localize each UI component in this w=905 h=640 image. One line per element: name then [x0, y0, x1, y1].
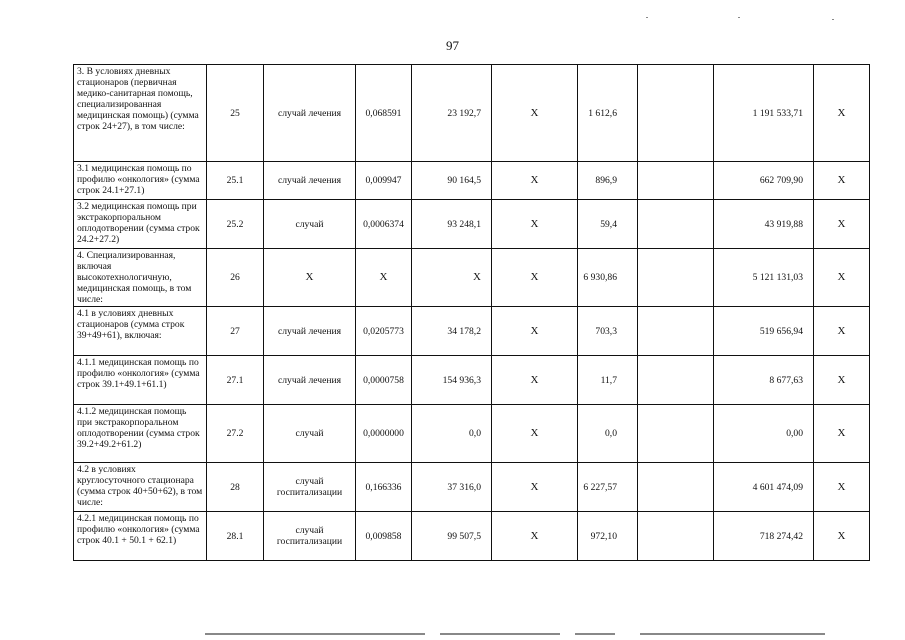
table-body	[74, 65, 870, 561]
cell-unit: случай лечения	[264, 307, 356, 356]
cell-volume-norm: 0,0000758	[356, 356, 412, 405]
cell-name: 3.1 медицинская помощь по профилю «онкология» (сумма строк 24.1+27.1)	[74, 162, 207, 200]
cell-total: 519 656,94	[714, 307, 814, 356]
cell-name: 4.2 в условиях круглосуточного стационара (сумма строк 40+50+62), в том числе:	[74, 463, 207, 512]
table-row	[74, 356, 870, 405]
scan-speck	[832, 19, 834, 20]
cell-col10: X	[814, 249, 870, 307]
table-row	[74, 307, 870, 356]
cell-col6: X	[492, 162, 578, 200]
cell-col8	[638, 200, 714, 249]
cell-per-capita: 6 930,86	[578, 249, 638, 307]
table-row	[74, 512, 870, 561]
table-row	[74, 162, 870, 200]
cell-col10: X	[814, 405, 870, 463]
cell-per-capita: 59,4	[578, 200, 638, 249]
cell-cost-norm: X	[412, 249, 492, 307]
cell-unit: случай лечения	[264, 162, 356, 200]
cell-name: 4. Специализированная, включая высокотехнологичную, медицинская помощь, в том числе:	[74, 249, 207, 307]
cell-col8	[638, 249, 714, 307]
cell-col10: X	[814, 65, 870, 162]
cell-per-capita: 972,10	[578, 512, 638, 561]
cell-col10: X	[814, 307, 870, 356]
cell-col10: X	[814, 512, 870, 561]
cell-cost-norm: 34 178,2	[412, 307, 492, 356]
cell-unit: X	[264, 249, 356, 307]
cell-col8	[638, 162, 714, 200]
cell-total: 718 274,42	[714, 512, 814, 561]
cell-total: 43 919,88	[714, 200, 814, 249]
cell-col10: X	[814, 200, 870, 249]
cell-total: 0,00	[714, 405, 814, 463]
cell-volume-norm: 0,0205773	[356, 307, 412, 356]
cell-col6: X	[492, 463, 578, 512]
cell-volume-norm: 0,009947	[356, 162, 412, 200]
cell-per-capita: 703,3	[578, 307, 638, 356]
cell-cost-norm: 23 192,7	[412, 65, 492, 162]
cell-col8	[638, 463, 714, 512]
cell-cost-norm: 99 507,5	[412, 512, 492, 561]
cell-col6: X	[492, 249, 578, 307]
scan-line	[575, 633, 615, 635]
cell-volume-norm: 0,0000000	[356, 405, 412, 463]
cell-volume-norm: X	[356, 249, 412, 307]
data-table	[73, 64, 870, 561]
scan-speck	[646, 17, 648, 18]
cell-line-number: 25	[207, 65, 264, 162]
scan-line	[640, 633, 825, 635]
cell-cost-norm: 154 936,3	[412, 356, 492, 405]
cell-cost-norm: 37 316,0	[412, 463, 492, 512]
cell-col10: X	[814, 356, 870, 405]
cell-col6: X	[492, 65, 578, 162]
cell-col6: X	[492, 200, 578, 249]
cell-line-number: 25.2	[207, 200, 264, 249]
cell-name: 4.1 в условиях дневных стационаров (сумма строк 39+49+61), включая:	[74, 307, 207, 356]
cell-unit: случай	[264, 200, 356, 249]
cell-total: 5 121 131,03	[714, 249, 814, 307]
cell-volume-norm: 0,009858	[356, 512, 412, 561]
table-row	[74, 405, 870, 463]
cell-col6: X	[492, 405, 578, 463]
cell-cost-norm: 90 164,5	[412, 162, 492, 200]
cell-col8	[638, 405, 714, 463]
cell-col8	[638, 307, 714, 356]
cell-total: 662 709,90	[714, 162, 814, 200]
cell-per-capita: 11,7	[578, 356, 638, 405]
cell-per-capita: 6 227,57	[578, 463, 638, 512]
cell-unit: случай лечения	[264, 356, 356, 405]
cell-line-number: 26	[207, 249, 264, 307]
cell-col8	[638, 356, 714, 405]
table-row	[74, 463, 870, 512]
cell-per-capita: 896,9	[578, 162, 638, 200]
cell-volume-norm: 0,068591	[356, 65, 412, 162]
cell-total: 1 191 533,71	[714, 65, 814, 162]
cell-line-number: 25.1	[207, 162, 264, 200]
table-row	[74, 249, 870, 307]
cell-name: 4.1.2 медицинская помощь при экстракорпоральном оплодотворении (сумма строк 39.2+49.2+61.2)	[74, 405, 207, 463]
cell-unit: случай госпитализации	[264, 512, 356, 561]
cell-per-capita: 1 612,6	[578, 65, 638, 162]
cell-line-number: 28	[207, 463, 264, 512]
cell-line-number: 27.2	[207, 405, 264, 463]
table-row	[74, 200, 870, 249]
cell-total: 4 601 474,09	[714, 463, 814, 512]
cell-unit: случай	[264, 405, 356, 463]
page-number: 97	[446, 38, 459, 53]
cell-cost-norm: 0,0	[412, 405, 492, 463]
table-row	[74, 65, 870, 162]
cell-unit: случай госпитализации	[264, 463, 356, 512]
cell-volume-norm: 0,166336	[356, 463, 412, 512]
cell-name: 3.2 медицинская помощь при экстракорпоральном оплодотворении (сумма строк 24.2+27.2)	[74, 200, 207, 249]
cell-col6: X	[492, 512, 578, 561]
cell-col10: X	[814, 162, 870, 200]
cell-name: 3. В условиях дневных стационаров (первичная медико-санитарная помощь, специализированная медицинская помощь) (сумма строк 24+27), в том числе:	[74, 65, 207, 162]
cell-col10: X	[814, 463, 870, 512]
cell-total: 8 677,63	[714, 356, 814, 405]
scan-line	[205, 633, 425, 635]
cell-per-capita: 0,0	[578, 405, 638, 463]
cell-name: 4.2.1 медицинская помощь по профилю «онкология» (сумма строк 40.1 + 50.1 + 62.1)	[74, 512, 207, 561]
cell-col8	[638, 512, 714, 561]
cell-col6: X	[492, 307, 578, 356]
cell-name: 4.1.1 медицинская помощь по профилю «онкология» (сумма строк 39.1+49.1+61.1)	[74, 356, 207, 405]
cell-line-number: 28.1	[207, 512, 264, 561]
scan-line	[440, 633, 560, 635]
cell-line-number: 27.1	[207, 356, 264, 405]
cell-col8	[638, 65, 714, 162]
cell-unit: случай лечения	[264, 65, 356, 162]
cell-volume-norm: 0,0006374	[356, 200, 412, 249]
scan-speck	[738, 17, 740, 18]
cell-col6: X	[492, 356, 578, 405]
cell-line-number: 27	[207, 307, 264, 356]
cell-cost-norm: 93 248,1	[412, 200, 492, 249]
